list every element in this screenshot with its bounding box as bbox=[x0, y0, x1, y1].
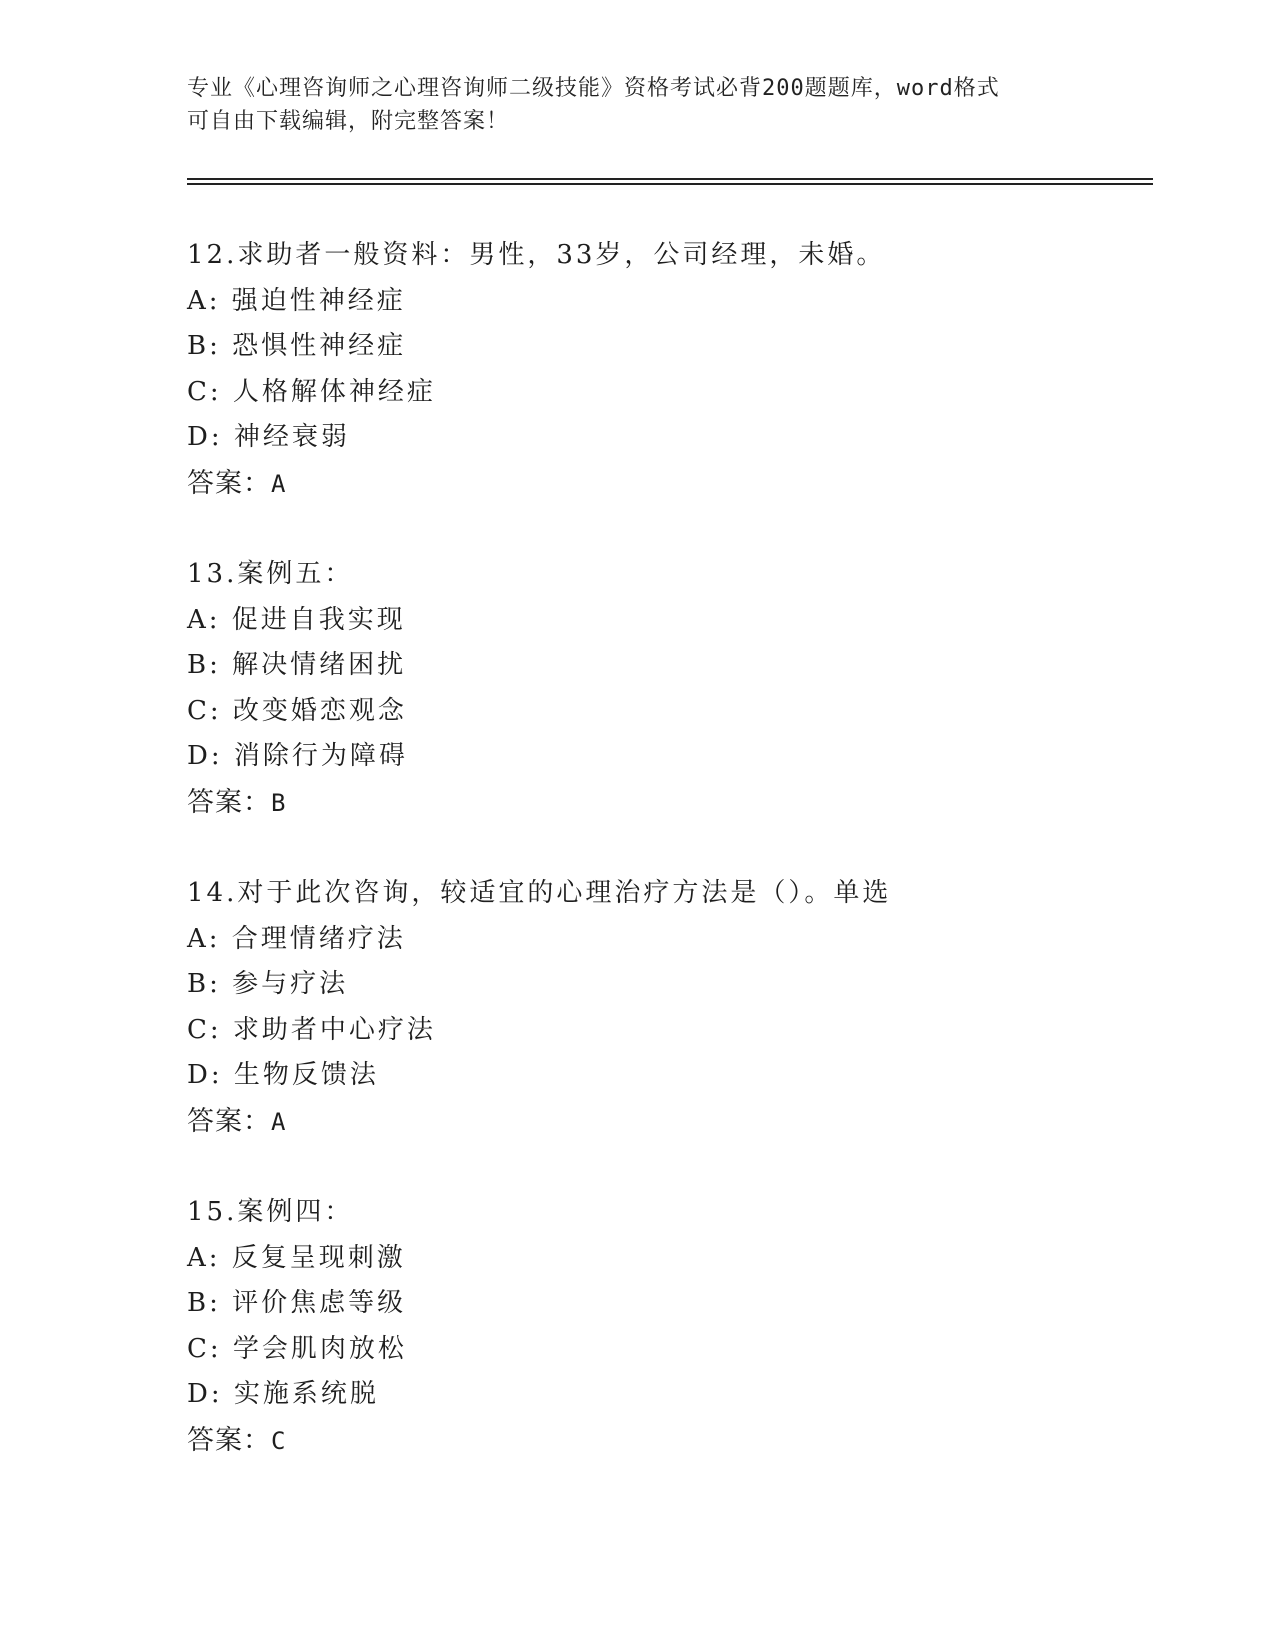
option-a: A: 反复呈现刺激 bbox=[187, 1242, 406, 1273]
answer-label: 答案： bbox=[187, 1424, 271, 1456]
answer-label: 答案： bbox=[187, 467, 271, 499]
answer-value: C bbox=[271, 1426, 287, 1455]
option-c: C: 学会肌肉放松 bbox=[187, 1333, 407, 1364]
answer-value: A bbox=[271, 1107, 287, 1136]
question-12 bbox=[187, 233, 1127, 507]
header-divider-bottom bbox=[187, 183, 1153, 185]
option-b: B: 评价焦虑等级 bbox=[187, 1288, 407, 1318]
answer-line bbox=[187, 1418, 1127, 1465]
option-d: D: 消除行为障碍 bbox=[187, 741, 408, 771]
option-c: C: 求助者中心疗法 bbox=[187, 1014, 436, 1045]
option-d: D: 生物反馈法 bbox=[187, 1060, 379, 1090]
header-divider-top bbox=[187, 178, 1153, 180]
question-title: 15.案例四： bbox=[187, 1197, 354, 1227]
question-title: 13.案例五： bbox=[187, 559, 354, 589]
option-c: C: 人格解体神经症 bbox=[187, 376, 436, 407]
answer-value: A bbox=[271, 469, 287, 498]
option-a: A: 合理情绪疗法 bbox=[187, 923, 406, 954]
answer-label: 答案： bbox=[187, 1105, 271, 1137]
answer-line bbox=[187, 461, 1127, 508]
option-b: B: 恐惧性神经症 bbox=[187, 331, 407, 361]
header-line-1: 专业《心理咨询师之心理咨询师二级技能》资格考试必背200题题库，word格式 bbox=[187, 76, 1000, 101]
header-line-2: 可自由下载编辑，附完整答案！ bbox=[187, 109, 510, 134]
question-title: 14.对于此次咨询，较适宜的心理治疗方法是（）。单选 bbox=[187, 878, 892, 908]
question-13 bbox=[187, 552, 1127, 826]
answer-line bbox=[187, 780, 1127, 827]
option-d: D: 神经衰弱 bbox=[187, 422, 350, 452]
option-b: B: 参与疗法 bbox=[187, 969, 349, 999]
question-14 bbox=[187, 871, 1127, 1145]
question-title: 12.求助者一般资料：男性，33岁，公司经理，未婚。 bbox=[187, 240, 886, 270]
option-d: D: 实施系统脱 bbox=[187, 1379, 379, 1409]
answer-label: 答案： bbox=[187, 786, 271, 818]
question-15 bbox=[187, 1190, 1127, 1464]
option-c: C: 改变婚恋观念 bbox=[187, 695, 407, 726]
option-b: B: 解决情绪困扰 bbox=[187, 650, 407, 680]
option-a: A: 促进自我实现 bbox=[187, 604, 406, 635]
answer-line bbox=[187, 1099, 1127, 1146]
document-header bbox=[187, 72, 1067, 138]
answer-value: B bbox=[271, 788, 287, 817]
option-a: A: 强迫性神经症 bbox=[187, 285, 406, 316]
